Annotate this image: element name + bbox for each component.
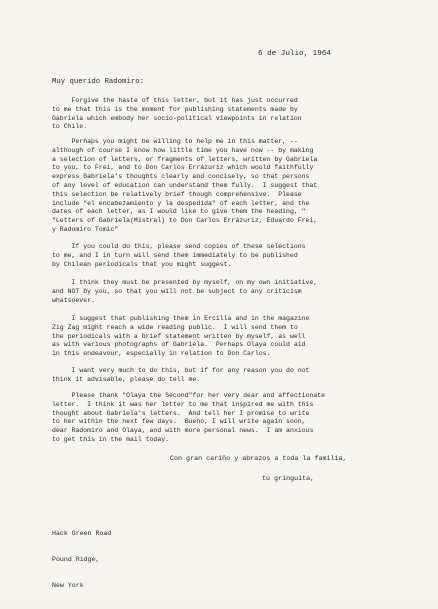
paragraph-6: I want very much to do this, but if for any reason you do not think it advisable, please do tell me. — [52, 367, 310, 383]
signature: tu gringuita, — [262, 475, 315, 483]
paragraph-1: Forgive the haste of this letter, but it has just occurred to me that this is the moment for publishing statements made by Gabriela which embody her socio-political viewpoints in relation to Chile. — [52, 97, 302, 131]
address-line-3: New York — [52, 582, 84, 590]
paragraph-3: If you could do this, please send copies of these selections to me, and I in turn will send them immediately to be published by Chilean periodicals that you might suggest. — [52, 243, 306, 268]
letter-date: 6 de Julio, 1964 — [258, 50, 331, 58]
address-line-1: Hack Green Road — [52, 529, 112, 537]
paragraph-4: I think they must be presented by myself, on my own initiative, and NOT by you, so that you will not be subject to any criticism whatsoever. — [52, 279, 318, 304]
paragraph-2: Perhaps you might be willing to help me in this matter, -- although of course I know how little time you have now -- by making a selection of letters, or fragments of letters, written by Gabriela to you, to Frei, and to Don Carlos Errázuriz which would faithfully express Gabriela's thoughts clearly and concisely, so that persons of any level of education can understand them fully. I suggest that this selection be relatively brief though comprehensive. Please include "el encabezamiento y la despedida" of each letter, and the dates of each letter, as I would like to give them the heading, " "Letters of Gabriela(Mistral) to Don Carlos Errázuriz, Eduardo Frei, y Radomiro Tomic" — [52, 138, 318, 233]
letter-greeting: Muy querido Radomiro: — [52, 78, 144, 86]
paragraph-7: Please thank "Olaya the Second"for her very dear and affectionate letter. I think it was her letter to me that inspired me with this thought about Gabriela's letters. And tell her I promise to write to her within the next few days. Bueno, I will write again soon, dear Radomiro and Olaya, and with more personal news. I am anxious to get this in the mail today. — [52, 392, 326, 443]
closing-line: Con gran cariño y abrazos a toda la familia, — [170, 455, 347, 463]
address-line-2: Pound Ridge, — [52, 555, 100, 563]
address-block — [52, 512, 111, 609]
paragraph-5: I suggest that publishing them in Ercilla and in the magazine Zig Zag might reach a wide reading public. I will send them to the periodicals with a brief statement written by myself, as well as with various photographs of Gabriela. Perhaps Olaya could aid in this endeavour, especially in relation to Don Carlos. — [52, 315, 310, 358]
